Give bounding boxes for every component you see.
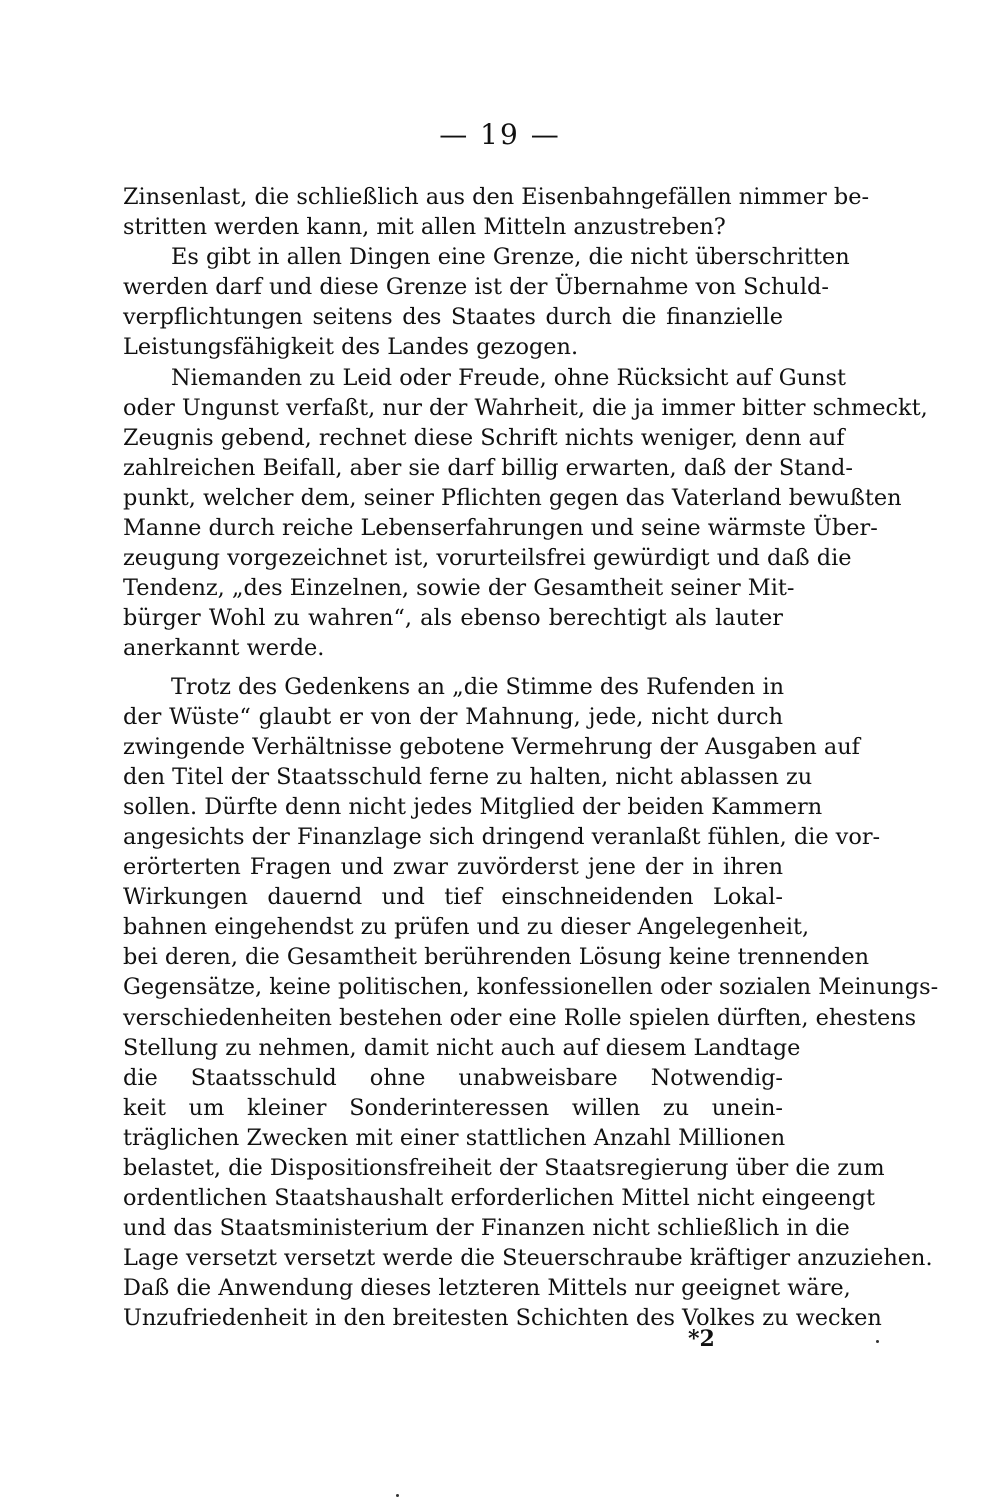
text-line: Zeugnis gebend, rechnet diese Schrift nichts weniger, denn auf (123, 424, 845, 451)
text-line: Tendenz, „des Einzelnen, sowie der Gesamtheit seiner Mit- (123, 575, 795, 602)
page-number: — 19 — (439, 118, 561, 151)
text-line: punkt, welcher dem, seiner Pflichten gegen das Vaterland bewußten (123, 484, 902, 511)
text-line: Niemanden zu Leid oder Freude, ohne Rücksicht auf Gunst (171, 364, 846, 391)
text-line: Manne durch reiche Lebenserfahrungen und seine wärmste Über- (123, 515, 878, 542)
text-line: der Wüste“ glaubt er von der Mahnung, jede, nicht durch (123, 703, 783, 730)
text-line: Es gibt in allen Dingen eine Grenze, die nicht überschritten (171, 244, 850, 271)
text-line: die Staatsschuld ohne unabweisbare Notwendig- (123, 1064, 783, 1091)
paragraph (123, 182, 870, 242)
text-line: stritten werden kann, mit allen Mitteln anzustreben? (123, 214, 726, 241)
text-line: verschiedenheiten bestehen oder eine Rolle spielen dürften, ehestens (123, 1004, 917, 1031)
text-line: Zinsenlast, die schließlich aus den Eisenbahngefällen nimmer be- (123, 184, 870, 210)
paragraph (123, 363, 928, 664)
text-line: Gegensätze, keine politischen, konfessionellen oder sozialen Meinungs- (123, 974, 939, 1001)
paper-speck (396, 1494, 399, 1497)
text-line: belastet, die Dispositionsfreiheit der Staatsregierung über die zum (123, 1155, 885, 1181)
text-line: ordentlichen Staatshaushalt erforderlichen Mittel nicht eingeengt (123, 1185, 875, 1212)
text-line: erörterten Fragen und zwar zuvörderst jene der in ihren (123, 854, 783, 881)
text-line: angesichts der Finanzlage sich dringend veranlaßt fühlen, die vor- (123, 823, 881, 850)
signature-mark: *2 (688, 1326, 715, 1352)
paragraph (123, 242, 850, 362)
text-line: Lage versetzt versetzt werde die Steuerschraube kräftiger anzuziehen. (123, 1245, 933, 1272)
paper-speck (876, 1340, 879, 1343)
text-line: zeugung vorgezeichnet ist, vorurteilsfrei gewürdigt und daß die (123, 545, 852, 572)
text-line: träglichen Zwecken mit einer stattlichen Anzahl Millionen (123, 1124, 786, 1151)
text-line: anerkannt werde. (123, 635, 325, 662)
body-text (123, 182, 939, 1334)
text-line: den Titel der Staatsschuld ferne zu halten, nicht ablassen zu (123, 763, 813, 790)
text-line: und das Staatsministerium der Finanzen nicht schließlich in die (123, 1215, 850, 1242)
text-line: zahlreichen Beifall, aber sie darf billig erwarten, daß der Stand- (123, 454, 853, 481)
text-line: Leistungsfähigkeit des Landes gezogen. (123, 334, 579, 361)
text-line: Wirkungen dauernd und tief einschneidenden Lokal- (123, 884, 783, 911)
text-line: Unzufriedenheit in den breitesten Schichten des Volkes zu wecken (123, 1305, 882, 1332)
paragraph (123, 672, 939, 1334)
text-line: Trotz des Gedenkens an „die Stimme des Rufenden in (171, 673, 785, 700)
text-line: bahnen eingehendst zu prüfen und zu dieser Angelegenheit, (123, 914, 810, 941)
text-line: Daß die Anwendung dieses letzteren Mittels nur geeignet wäre, (123, 1275, 851, 1302)
text-line: Stellung zu nehmen, damit nicht auch auf diesem Landtage (123, 1034, 801, 1061)
text-line: zwingende Verhältnisse gebotene Vermehrung der Ausgaben auf (123, 733, 860, 760)
text-line: bürger Wohl zu wahren“, als ebenso berechtigt als lauter (123, 605, 783, 632)
text-line: verpflichtungen seitens des Staates durch die finanzielle (123, 304, 783, 331)
text-line: oder Ungunst verfaßt, nur der Wahrheit, die ja immer bitter schmeckt, (123, 394, 928, 421)
text-line: sollen. Dürfte denn nicht jedes Mitglied der beiden Kammern (123, 793, 823, 820)
text-line: keit um kleiner Sonderinteressen willen zu unein- (123, 1094, 783, 1121)
text-line: bei deren, die Gesamtheit berührenden Lösung keine trennenden (123, 944, 870, 971)
text-line: werden darf und diese Grenze ist der Übernahme von Schuld- (123, 274, 829, 301)
